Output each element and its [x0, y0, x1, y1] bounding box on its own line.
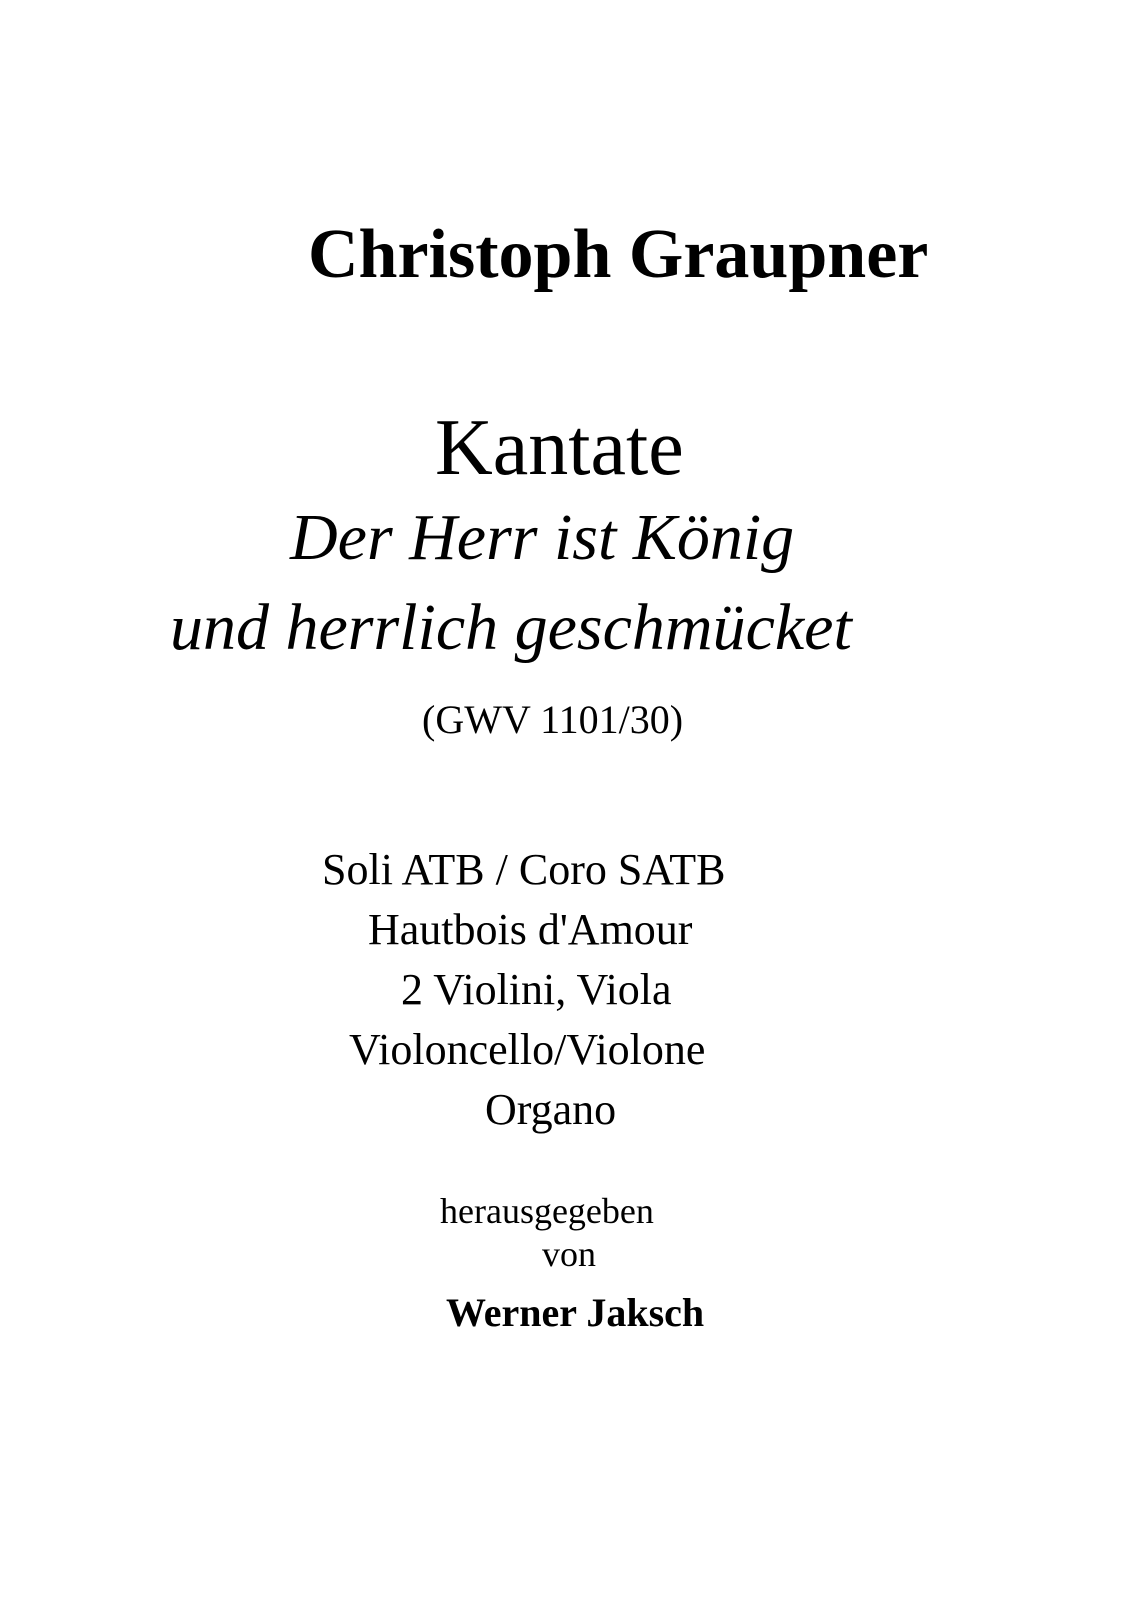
scoring-item: Hautbois d'Amour — [368, 905, 693, 954]
catalog-number: (GWV 1101/30) — [422, 697, 684, 742]
scoring-item: Soli ATB / Coro SATB — [322, 845, 726, 894]
work-genre: Kantate — [435, 404, 684, 492]
work-title-line-1: Der Herr ist König — [290, 501, 795, 574]
composer-name: Christoph Graupner — [308, 216, 929, 293]
scoring-item: 2 Violini, Viola — [401, 965, 672, 1014]
scoring-list — [0, 840, 1131, 1140]
editor-von: von — [542, 1234, 596, 1274]
editor-label: herausgegeben — [440, 1191, 654, 1231]
scoring-item: Violoncello/Violone — [349, 1025, 706, 1074]
work-title-line-2: und herrlich geschmücket — [170, 591, 852, 664]
editor-name: Werner Jaksch — [446, 1290, 705, 1335]
scoring-item: Organo — [485, 1085, 617, 1134]
